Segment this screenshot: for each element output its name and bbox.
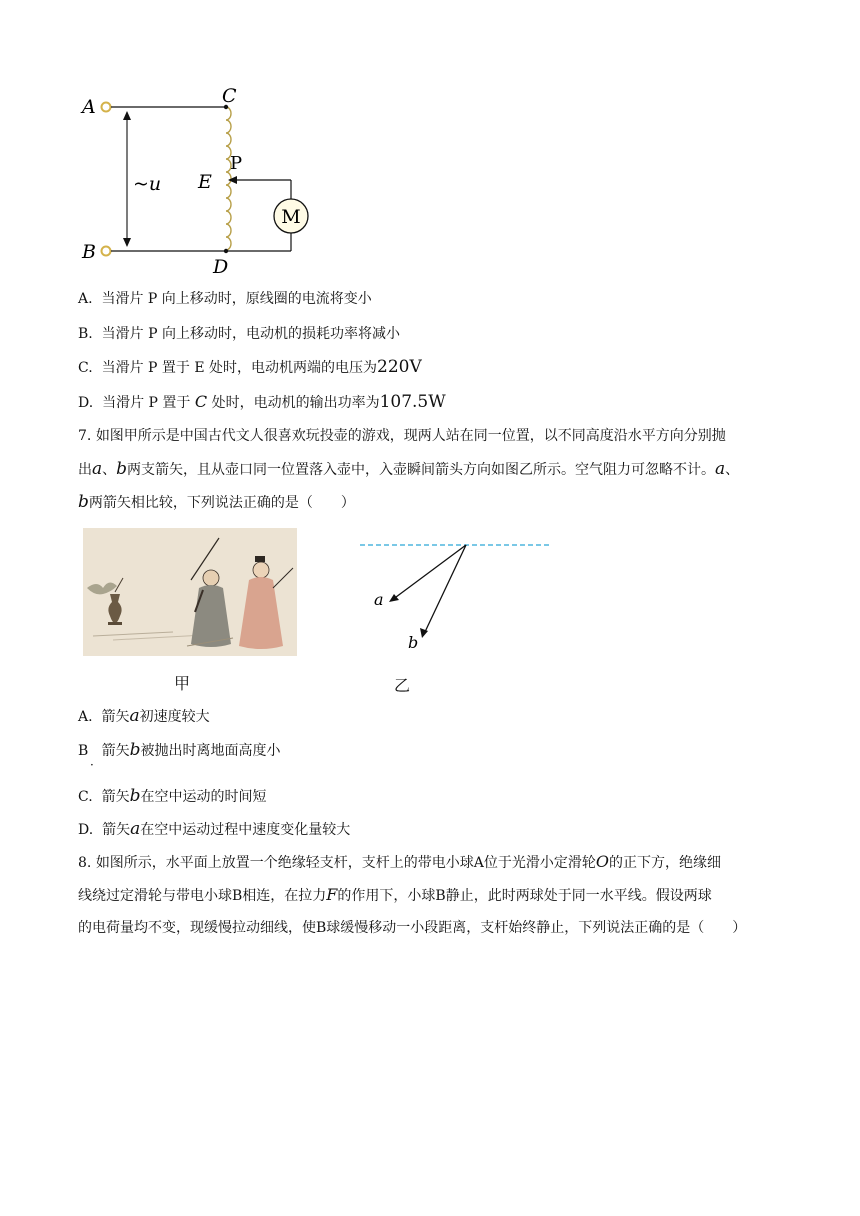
label-p: P — [230, 153, 243, 174]
q8-stem-line-2: 线绕过定滑轮与带电小球B相连，在拉力F的作用下，小球B静止，此时两球处于同一水平线。假设两球 — [78, 885, 712, 904]
transformer-circuit-diagram — [78, 80, 338, 280]
q7-stem-line-1: 7. 如图甲所示是中国古代文人很喜欢玩投壶的游戏，现两人站在同一位置，以不同高度沿水平方向分别抛 — [78, 428, 726, 444]
q6-option-c[interactable]: C. 当滑片 P 置于 E 处时，电动机两端的电压为220V — [78, 357, 422, 377]
label-u: ~u — [133, 173, 162, 195]
q8-stem-line-3: 的电荷量均不变，现缓慢拉动细线，使B球缓慢移动一小段距离，支杆始终静止，下列说法正确的是（ ） — [78, 920, 747, 936]
q7-stem-line-2: 出a、b两支箭矢，且从壶口同一位置落入壶中，入壶瞬间箭头方向如图乙所示。空气阻力可忽略不计。a、 — [78, 459, 740, 479]
figure-yi-arrow-directions — [356, 534, 556, 654]
q8-stem-line-1: 8. 如图所示，水平面上放置一个绝缘轻支杆，支杆上的带电小球A位于光滑小定滑轮O的正下方，绝缘细 — [78, 852, 722, 871]
arrow-a — [392, 545, 466, 600]
q7-option-a[interactable]: A. 箭矢a初速度较大 — [78, 706, 210, 726]
arrow-b-label: b — [408, 633, 419, 652]
label-c: C — [222, 85, 237, 107]
q7-option-c[interactable]: C. 箭矢b在空中运动的时间短 — [78, 786, 267, 806]
figure-jia-painting — [83, 528, 297, 656]
q7-option-b[interactable]: B 箭矢b被抛出时离地面高度小 — [78, 740, 281, 760]
label-b: B — [82, 241, 96, 263]
terminal-b — [102, 247, 111, 256]
figure-yi-caption: 乙 — [394, 676, 411, 695]
q6-option-a[interactable]: A. 当滑片 P 向上移动时，原线圈的电流将变小 — [78, 291, 372, 307]
q6-option-b[interactable]: B. 当滑片 P 向上移动时，电动机的损耗功率将减小 — [78, 326, 400, 342]
figure-jia-caption: 甲 — [174, 674, 191, 693]
arrow-a-label: a — [374, 590, 384, 609]
arrow-b — [424, 545, 466, 634]
autotransformer-coil — [226, 107, 231, 250]
stray-dot: · — [90, 758, 94, 772]
q7-option-d[interactable]: D. 箭矢a在空中运动过程中速度变化量较大 — [78, 819, 351, 839]
svg-text:M: M — [281, 206, 301, 228]
label-d: D — [213, 256, 229, 278]
label-a: A — [82, 96, 96, 118]
label-e: E — [198, 171, 212, 193]
q6-option-d[interactable]: D. 当滑片 P 置于 C 处时，电动机的输出功率为107.5W — [78, 392, 446, 412]
q7-stem-line-3: b两箭矢相比较，下列说法正确的是（ ） — [78, 492, 355, 512]
terminal-a — [102, 103, 111, 112]
